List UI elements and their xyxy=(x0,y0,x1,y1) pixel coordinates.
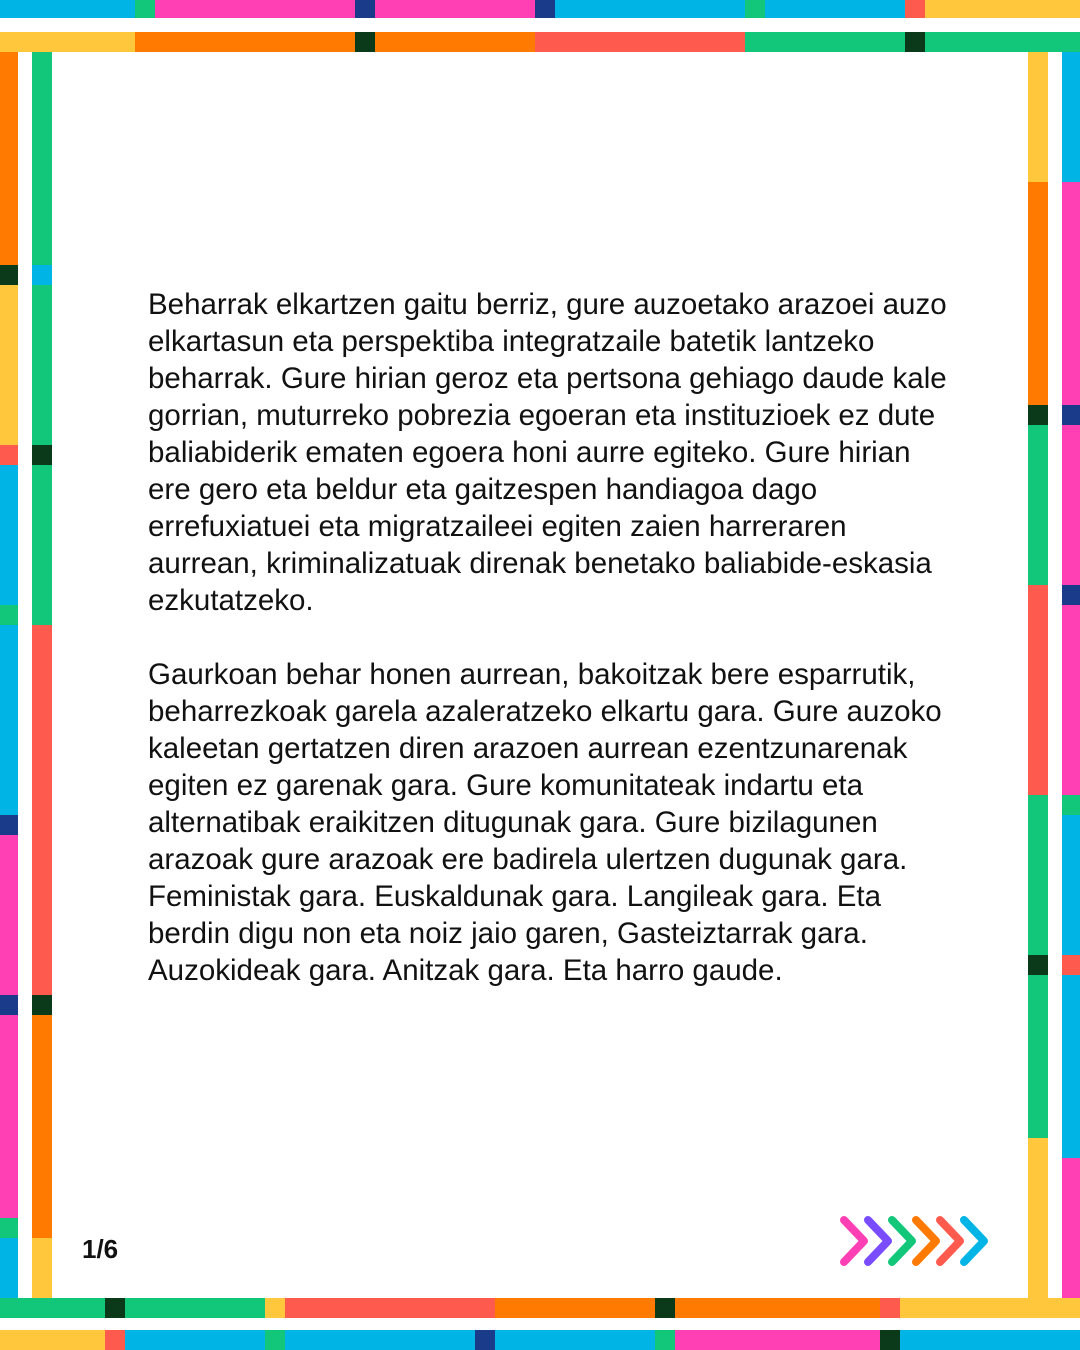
body-text xyxy=(148,286,948,989)
paragraph-2: Gaurkoan behar honen aurrean, bakoitzak bere esparrutik, beharrezkoak garela azaleratzeko elkartu gara. Gure auzoko kaleetan gertatzen diren arazoen aurrean ezentzunarenak egiten ez garenak gara. Gure komunitateak indartu eta alternatibak eraikitzen ditugunak gara. Gure bizilagunen arazoak gure arazoak ere badirela ulertzen dugunak gara. Feministak gara. Euskaldunak gara. Langileak gara. Eta berdin digu non eta noiz jaio garen, Gasteiztarrak gara. Auzokideak gara. Anitzak gara. Eta harro gaude. xyxy=(148,658,942,987)
content-area xyxy=(52,52,1028,1298)
paragraph-1: Beharrak elkartzen gaitu berriz, gure auzoetako arazoei auzo elkartasun eta perspektiba integratzaile batetik lantzeko beharrak. Gure hirian geroz eta pertsona gehiago daude kale gorrian, muturreko pobrezia egoeran eta instituzioek ez dute baliabiderik ematen egoera honi aurre egiteko. Gure hirian ere gero eta beldur eta gaitzespen handiagoa dago errefuxiatuei eta migratzaileei egiten zaien harreraren aurrean, kriminalizatuak direnak benetako baliabide-eskasia ezkutatzeko. xyxy=(148,288,947,617)
rainbow-chevrons-icon[interactable] xyxy=(838,1214,1008,1268)
page-indicator: 1/6 xyxy=(82,1234,119,1264)
